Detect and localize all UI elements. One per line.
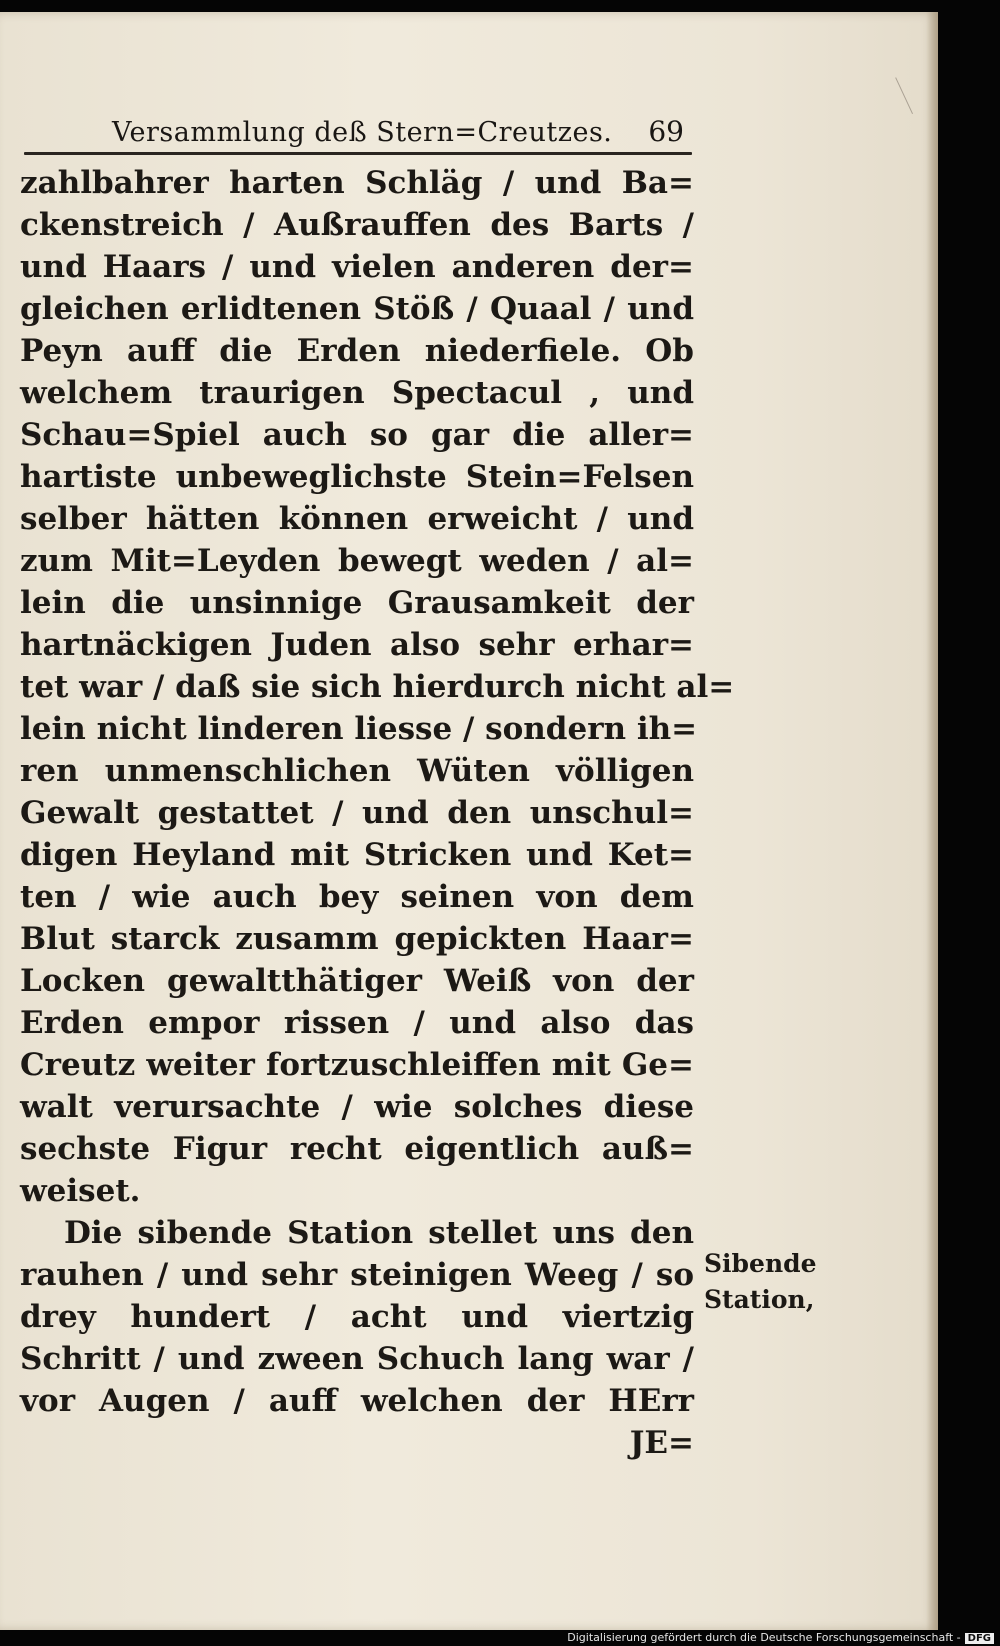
header-rule — [24, 152, 692, 155]
text-line: ten / wie auch bey seinen von dem — [20, 879, 694, 915]
text-line: lein nicht linderen liesse / sondern ih= — [20, 711, 698, 747]
text-line: drey hundert / acht und viertzig — [20, 1299, 694, 1335]
body-text — [20, 162, 735, 1464]
catchword: JE= — [629, 1425, 694, 1461]
page-edge-shadow — [926, 12, 938, 1630]
text-line: walt verursachte / wie solches diese — [20, 1089, 694, 1125]
text-line: ckenstreich / Außrauffen des Barts / — [20, 207, 694, 243]
paragraph-end-line: weiset. — [20, 1173, 141, 1209]
credit-text: Digitalisierung gefördert durch die Deutsche Forschungsgemeinschaft - — [567, 1631, 961, 1644]
dfg-logo: DFG — [965, 1633, 994, 1644]
text-line: Erden empor rissen / und also das — [20, 1005, 694, 1041]
text-line: lein die unsinnige Grausamkeit der — [20, 585, 694, 621]
text-line: hartiste unbeweglichste Stein=Felsen — [20, 459, 694, 495]
book-page — [0, 12, 938, 1630]
text-line: selber hätten können erweicht / und — [20, 501, 694, 537]
text-line: vor Augen / auff welchen der HErr — [20, 1383, 694, 1419]
page-crease-mark — [868, 77, 913, 126]
text-line: gleichen erlidtenen Stöß / Quaal / und — [20, 291, 694, 327]
text-line: tet war / daß sie sich hierdurch nicht al= — [20, 669, 735, 705]
text-line: Schritt / und zween Schuch lang war / — [20, 1341, 694, 1377]
text-line: Peyn auff die Erden niederfiele. Ob — [20, 333, 694, 369]
text-line: hartnäckigen Juden also sehr erhar= — [20, 627, 694, 663]
text-line: zum Mit=Leyden bewegt weden / al= — [20, 543, 694, 579]
margin-note — [704, 1246, 874, 1318]
digitization-credit — [567, 1631, 994, 1644]
text-line: sechste Figur recht eigentlich auß= — [20, 1131, 694, 1167]
margin-note-line: Station, — [704, 1285, 815, 1314]
text-line: digen Heyland mit Stricken und Ket= — [20, 837, 694, 873]
text-line: Schau=Spiel auch so gar die aller= — [20, 417, 694, 453]
paragraph-start-line: Die sibende Station stellet uns den — [64, 1215, 694, 1251]
text-line: Locken gewaltthätiger Weiß von der — [20, 963, 694, 999]
text-line: ren unmenschlichen Wüten völligen — [20, 753, 694, 789]
margin-note-line: Sibende — [704, 1249, 817, 1278]
text-line: welchem traurigen Spectacul , und — [20, 375, 694, 411]
running-head: Versammlung deß Stern=Creutzes. — [112, 117, 613, 148]
text-line: und Haars / und vielen anderen der= — [20, 249, 694, 285]
page-header — [24, 105, 692, 155]
text-line: Gewalt gestattet / und den unschul= — [20, 795, 694, 831]
text-line: Creutz weiter fortzuschleiffen mit Ge= — [20, 1047, 694, 1083]
text-line: Blut starck zusamm gepickten Haar= — [20, 921, 694, 957]
page-number: 69 — [648, 115, 684, 148]
text-line: rauhen / und sehr steinigen Weeg / so — [20, 1257, 694, 1293]
text-line: zahlbahrer harten Schläg / und Ba= — [20, 165, 694, 201]
